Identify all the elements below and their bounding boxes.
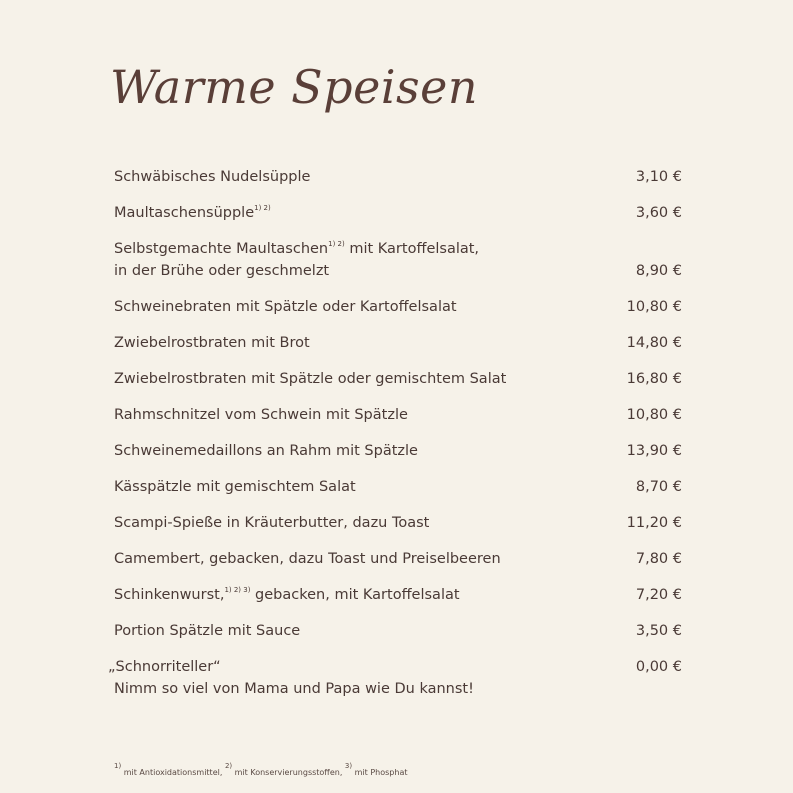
footnote-ref: 1) 2): [254, 204, 271, 212]
item-name: Maultaschensüpple$^{1) 2)}$: [114, 204, 271, 221]
item-price: 3,60 €: [635, 205, 682, 221]
item-price: 3,10 €: [635, 169, 682, 185]
menu-item: [114, 368, 682, 390]
item-name: Selbstgemachte Maultaschen$^{1) 2)}$ mit Kartoffelsalat, in der Brühe oder geschmelzt: [114, 238, 479, 282]
menu-item: [114, 202, 682, 224]
item-price: 10,80 €: [626, 299, 682, 315]
item-description: Nimm so viel von Mama und Papa wie Du kannst!: [114, 681, 474, 697]
menu-item: [114, 620, 682, 642]
menu-item: [114, 166, 682, 188]
item-name: Schweinemedaillons an Rahm mit Spätzle: [114, 443, 418, 459]
item-price: 7,20 €: [635, 587, 682, 603]
item-price: 8,70 €: [635, 479, 682, 495]
item-name: Portion Spätzle mit Sauce: [114, 623, 301, 639]
menu-item: [114, 238, 682, 282]
item-price: 14,80 €: [626, 335, 682, 351]
item-description: in der Brühe oder geschmelzt: [114, 263, 330, 279]
menu-item: [114, 584, 682, 606]
menu-item: [114, 440, 682, 462]
menu-list: [108, 166, 682, 700]
item-name: Zwiebelrostbraten mit Brot: [114, 335, 310, 351]
footnote-ref: 1) 2) 3): [224, 586, 251, 594]
menu-item: [114, 548, 682, 570]
item-price: 10,80 €: [626, 407, 682, 423]
item-price: 7,80 €: [635, 551, 682, 567]
page-title: Warme Speisen: [110, 60, 479, 114]
menu-item: [114, 404, 682, 426]
item-price: 13,90 €: [626, 443, 682, 459]
item-name: Schwäbisches Nudelsüpple: [114, 169, 311, 185]
item-name: Schweinebraten mit Spätzle oder Kartoffelsalat: [114, 299, 457, 315]
item-name: Rahmschnitzel vom Schwein mit Spätzle: [114, 407, 408, 423]
item-price: 16,80 €: [626, 371, 682, 387]
menu-item: [114, 476, 682, 498]
menu-item: [114, 512, 682, 534]
item-name: „Schnorriteller“ Nimm so viel von Mama und Papa wie Du kannst!: [114, 656, 474, 700]
menu-item: [114, 296, 682, 318]
footnote-ref: 1) 2): [328, 240, 345, 248]
item-name: Camembert, gebacken, dazu Toast und Preiselbeeren: [114, 551, 501, 567]
menu-item: [108, 656, 682, 700]
item-name: Schinkenwurst,$^{1) 2) 3)}$ gebacken, mit Kartoffelsalat: [114, 586, 460, 603]
footnote-legend: $^{1)}$ mit Antioxidationsmittel, $^{2)}$ mit Konservierungsstoffen, $^{3)}$ mit Phosphat: [114, 762, 408, 777]
item-price: 11,20 €: [626, 515, 682, 531]
item-price: 0,00 €: [635, 659, 682, 675]
item-name: Scampi-Spieße in Kräuterbutter, dazu Toast: [114, 515, 430, 531]
item-name: Zwiebelrostbraten mit Spätzle oder gemischtem Salat: [114, 371, 507, 387]
item-name: Kässpätzle mit gemischtem Salat: [114, 479, 356, 495]
item-price: 8,90 €: [635, 263, 682, 279]
menu-item: [114, 332, 682, 354]
item-price: 3,50 €: [635, 623, 682, 639]
